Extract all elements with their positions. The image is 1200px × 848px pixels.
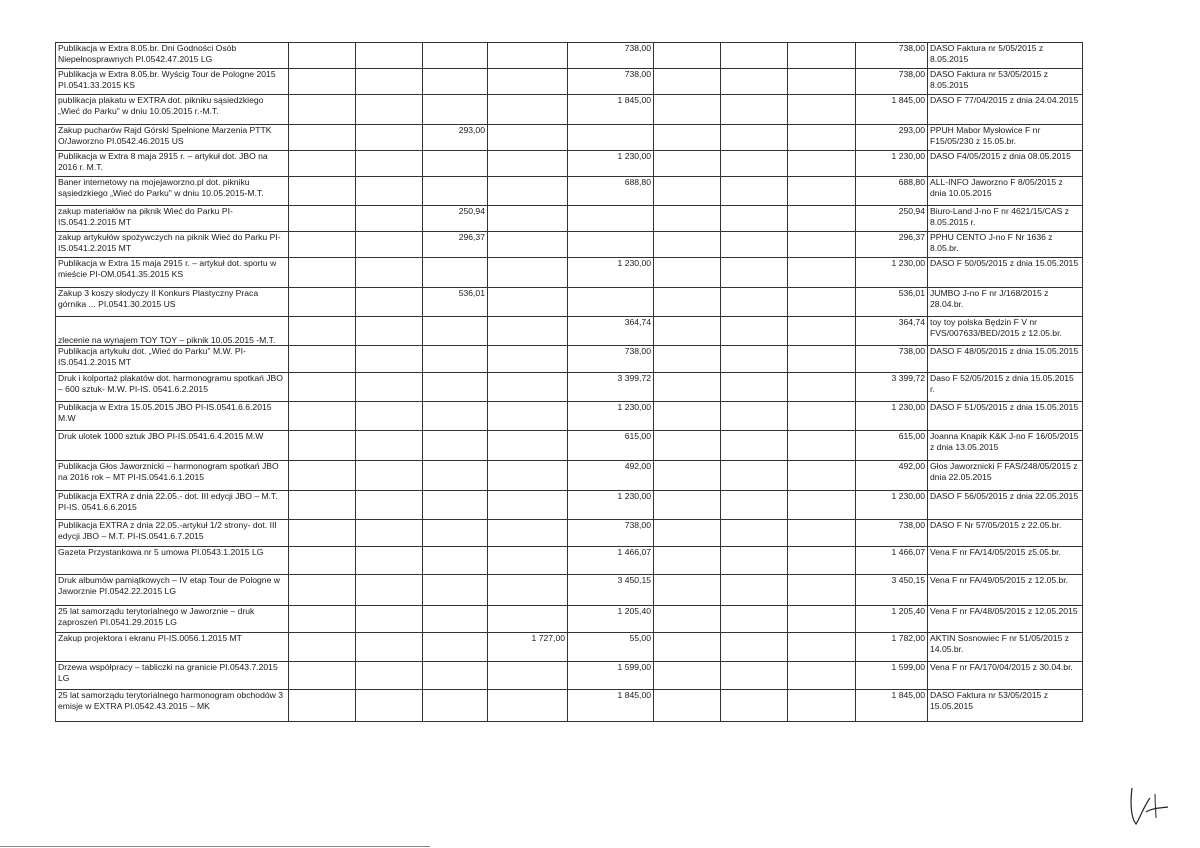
cell-amount-col3 bbox=[423, 520, 488, 547]
expense-sheet bbox=[55, 42, 1083, 722]
cell-empty bbox=[356, 125, 423, 151]
cell-amount-col5 bbox=[568, 206, 654, 232]
cell-empty bbox=[356, 346, 423, 373]
cell-empty bbox=[356, 690, 423, 722]
cell-empty bbox=[788, 662, 856, 690]
row-description: zakup artykułów spożywczych na piknik Wieć do Parku PI-IS.0541.2.2015 MT bbox=[56, 232, 289, 258]
row-description: Publikacja Głos Jaworznicki – harmonogram spotkań JBO na 2016 rok – MT PI-IS.0541.6.1.2015 bbox=[56, 461, 289, 491]
cell-total: 536,01 bbox=[856, 288, 928, 317]
row-invoice: Vena F nr FA/49/05/2015 z 12.05.br. bbox=[928, 575, 1083, 606]
cell-total: 738,00 bbox=[856, 346, 928, 373]
cell-empty bbox=[356, 575, 423, 606]
cell-empty bbox=[356, 69, 423, 95]
cell-total: 1 466,07 bbox=[856, 547, 928, 575]
cell-empty bbox=[654, 690, 721, 722]
cell-empty bbox=[788, 575, 856, 606]
footer-scan-line bbox=[0, 846, 430, 847]
row-description: Baner internetowy na mojejaworzno.pl dot. pikniku sąsiedzkiego „Wieć do Parku" w dniu 10.05.2015-M.T. bbox=[56, 177, 289, 206]
cell-amount-col3 bbox=[423, 95, 488, 125]
cell-total: 738,00 bbox=[856, 69, 928, 95]
row-description: Zakup 3 koszy słodyczy II Konkurs Plastyczny Praca górnika ... PI.0541.30.2015 US bbox=[56, 288, 289, 317]
cell-total: 1 845,00 bbox=[856, 95, 928, 125]
table-row bbox=[56, 69, 1083, 95]
cell-amount-col4 bbox=[488, 461, 568, 491]
cell-empty bbox=[289, 606, 356, 633]
cell-empty bbox=[356, 43, 423, 69]
cell-empty bbox=[654, 662, 721, 690]
row-description: Drzewa współpracy – tabliczki na granicie PI.0543.7.2015 LG bbox=[56, 662, 289, 690]
cell-amount-col5: 1 230,00 bbox=[568, 402, 654, 431]
cell-empty bbox=[356, 177, 423, 206]
cell-empty bbox=[721, 206, 788, 232]
cell-amount-col3 bbox=[423, 317, 488, 346]
table-row bbox=[56, 547, 1083, 575]
cell-empty bbox=[356, 206, 423, 232]
cell-amount-col5: 615,00 bbox=[568, 431, 654, 461]
cell-empty bbox=[721, 232, 788, 258]
cell-total: 293,00 bbox=[856, 125, 928, 151]
cell-empty bbox=[356, 373, 423, 402]
cell-empty bbox=[721, 547, 788, 575]
cell-empty bbox=[788, 431, 856, 461]
cell-empty bbox=[788, 206, 856, 232]
row-description: Druk i kolportaż plakatów dot. harmonogramu spotkań JBO – 600 sztuk- M.W. PI-IS. 0541.6.2.2015 bbox=[56, 373, 289, 402]
cell-empty bbox=[721, 346, 788, 373]
table-row bbox=[56, 662, 1083, 690]
row-invoice: Joanna Knapik K&K J-no F 16/05/2015 z dnia 13.05.2015 bbox=[928, 431, 1083, 461]
cell-total: 1 782,00 bbox=[856, 633, 928, 662]
cell-total: 3 450,15 bbox=[856, 575, 928, 606]
cell-amount-col5: 1 230,00 bbox=[568, 258, 654, 288]
row-invoice: ALL-INFO Jaworzno F 8/05/2015 z dnia 10.05.2015 bbox=[928, 177, 1083, 206]
cell-empty bbox=[788, 43, 856, 69]
cell-amount-col4 bbox=[488, 258, 568, 288]
cell-amount-col3: 536,01 bbox=[423, 288, 488, 317]
cell-empty bbox=[654, 125, 721, 151]
cell-empty bbox=[788, 633, 856, 662]
cell-empty bbox=[356, 606, 423, 633]
cell-amount-col3 bbox=[423, 258, 488, 288]
cell-amount-col5: 3 450,15 bbox=[568, 575, 654, 606]
cell-empty bbox=[356, 662, 423, 690]
cell-amount-col4 bbox=[488, 346, 568, 373]
cell-empty bbox=[721, 606, 788, 633]
row-description: publikacja plakatu w EXTRA dot. pikniku sąsiedzkiego „Wieć do Parku" w dniu 10.05.2015 r.-M.T. bbox=[56, 95, 289, 125]
cell-amount-col4 bbox=[488, 288, 568, 317]
cell-empty bbox=[654, 346, 721, 373]
cell-amount-col3 bbox=[423, 690, 488, 722]
cell-amount-col5 bbox=[568, 125, 654, 151]
cell-amount-col4 bbox=[488, 232, 568, 258]
table-row bbox=[56, 95, 1083, 125]
table-row bbox=[56, 151, 1083, 177]
cell-empty bbox=[721, 491, 788, 520]
row-invoice: DASO Faktura nr 53/05/2015 z 8.05.2015 bbox=[928, 69, 1083, 95]
row-description: Publikacja w Extra 8.05.br. Dni Godności Osób Niepełnosprawnych PI.0542.47.2015 LG bbox=[56, 43, 289, 69]
row-invoice: Głos Jaworznicki F FAS/248/05/2015 z dnia 22.05.2015 bbox=[928, 461, 1083, 491]
cell-empty bbox=[721, 373, 788, 402]
cell-amount-col4 bbox=[488, 95, 568, 125]
row-invoice: DASO F4/05/2015 z dnia 08.05.2015 bbox=[928, 151, 1083, 177]
cell-total: 615,00 bbox=[856, 431, 928, 461]
row-description: Zakup projektora i ekranu PI-IS.0056.1.2015 MT bbox=[56, 633, 289, 662]
cell-amount-col4 bbox=[488, 402, 568, 431]
cell-empty bbox=[788, 258, 856, 288]
cell-empty bbox=[289, 125, 356, 151]
cell-amount-col3 bbox=[423, 177, 488, 206]
cell-empty bbox=[788, 288, 856, 317]
table-row bbox=[56, 317, 1083, 346]
table-row bbox=[56, 690, 1083, 722]
cell-amount-col3 bbox=[423, 373, 488, 402]
row-description: 25 lat samorządu terytorialnego harmonogram obchodów 3 emisje w EXTRA PI.0542.43.2015 – MK bbox=[56, 690, 289, 722]
cell-total: 364,74 bbox=[856, 317, 928, 346]
cell-total: 1 205,40 bbox=[856, 606, 928, 633]
cell-empty bbox=[289, 206, 356, 232]
cell-empty bbox=[721, 151, 788, 177]
row-description: Publikacja w Extra 15 maja 2915 r. – artykuł dot. sportu w mieście PI-OM.0541.35.2015 KS bbox=[56, 258, 289, 288]
cell-empty bbox=[356, 258, 423, 288]
table-row bbox=[56, 520, 1083, 547]
row-description: Druk albumów pamiątkowych – IV etap Tour de Pologne w Jaworznie PI.0542.22.2015 LG bbox=[56, 575, 289, 606]
cell-empty bbox=[289, 177, 356, 206]
cell-empty bbox=[721, 520, 788, 547]
cell-empty bbox=[289, 288, 356, 317]
cell-empty bbox=[788, 690, 856, 722]
table-row bbox=[56, 258, 1083, 288]
cell-amount-col5: 1 205,40 bbox=[568, 606, 654, 633]
cell-empty bbox=[721, 69, 788, 95]
cell-empty bbox=[721, 690, 788, 722]
cell-amount-col4 bbox=[488, 317, 568, 346]
cell-amount-col5: 1 466,07 bbox=[568, 547, 654, 575]
cell-total: 1 230,00 bbox=[856, 151, 928, 177]
cell-empty bbox=[721, 125, 788, 151]
cell-empty bbox=[654, 43, 721, 69]
cell-amount-col3 bbox=[423, 547, 488, 575]
cell-amount-col3 bbox=[423, 69, 488, 95]
table-row bbox=[56, 373, 1083, 402]
cell-empty bbox=[654, 373, 721, 402]
cell-empty bbox=[788, 373, 856, 402]
cell-empty bbox=[654, 547, 721, 575]
cell-total: 492,00 bbox=[856, 461, 928, 491]
cell-empty bbox=[289, 547, 356, 575]
cell-amount-col4 bbox=[488, 520, 568, 547]
cell-empty bbox=[289, 491, 356, 520]
row-invoice: DASO F Nr 57/05/2015 z 22.05.br. bbox=[928, 520, 1083, 547]
cell-empty bbox=[289, 520, 356, 547]
cell-amount-col4 bbox=[488, 491, 568, 520]
cell-empty bbox=[721, 177, 788, 206]
cell-amount-col5: 738,00 bbox=[568, 43, 654, 69]
cell-empty bbox=[788, 232, 856, 258]
cell-amount-col4 bbox=[488, 43, 568, 69]
cell-empty bbox=[788, 177, 856, 206]
cell-amount-col5: 1 230,00 bbox=[568, 151, 654, 177]
cell-empty bbox=[721, 575, 788, 606]
cell-empty bbox=[654, 606, 721, 633]
cell-total: 1 845,00 bbox=[856, 690, 928, 722]
table-row bbox=[56, 606, 1083, 633]
cell-empty bbox=[788, 402, 856, 431]
cell-empty bbox=[289, 633, 356, 662]
cell-empty bbox=[654, 520, 721, 547]
table-row bbox=[56, 206, 1083, 232]
cell-empty bbox=[721, 431, 788, 461]
cell-amount-col3 bbox=[423, 575, 488, 606]
cell-empty bbox=[356, 232, 423, 258]
cell-empty bbox=[289, 43, 356, 69]
cell-amount-col5: 738,00 bbox=[568, 69, 654, 95]
cell-total: 688,80 bbox=[856, 177, 928, 206]
cell-amount-col4 bbox=[488, 151, 568, 177]
cell-empty bbox=[721, 662, 788, 690]
cell-empty bbox=[721, 288, 788, 317]
cell-empty bbox=[289, 151, 356, 177]
cell-empty bbox=[654, 206, 721, 232]
cell-empty bbox=[356, 431, 423, 461]
table-row bbox=[56, 575, 1083, 606]
row-description: Publikacja w Extra 15.05.2015 JBO PI-IS.0541.6.6.2015 M.W bbox=[56, 402, 289, 431]
cell-amount-col4 bbox=[488, 547, 568, 575]
row-invoice: Vena F nr FA/14/05/2015 z5.05.br. bbox=[928, 547, 1083, 575]
row-invoice: DASO Faktura nr 53/05/2015 z 15.05.2015 bbox=[928, 690, 1083, 722]
cell-empty bbox=[356, 491, 423, 520]
row-invoice: DASO F 50/05/2015 z dnia 15.05.2015 bbox=[928, 258, 1083, 288]
cell-empty bbox=[289, 258, 356, 288]
cell-empty bbox=[654, 151, 721, 177]
cell-empty bbox=[289, 346, 356, 373]
cell-total: 1 599,00 bbox=[856, 662, 928, 690]
row-invoice: AKTIN Sosnowiec F nr 51/05/2015 z 14.05.br. bbox=[928, 633, 1083, 662]
row-description: Publikacja artykułu dot. „Wieć do Parku" M.W. PI-IS.0541.2.2015 MT bbox=[56, 346, 289, 373]
cell-empty bbox=[788, 346, 856, 373]
cell-empty bbox=[654, 177, 721, 206]
cell-empty bbox=[289, 690, 356, 722]
cell-empty bbox=[289, 69, 356, 95]
cell-empty bbox=[356, 461, 423, 491]
cell-empty bbox=[788, 69, 856, 95]
cell-empty bbox=[721, 95, 788, 125]
row-invoice: DASO F 77/04/2015 z dnia 24.04.2015 bbox=[928, 95, 1083, 125]
cell-empty bbox=[289, 662, 356, 690]
cell-amount-col5: 492,00 bbox=[568, 461, 654, 491]
cell-amount-col5: 1 599,00 bbox=[568, 662, 654, 690]
row-invoice: DASO F 48/05/2015 z dnia 15.05.2015 bbox=[928, 346, 1083, 373]
cell-empty bbox=[356, 288, 423, 317]
cell-amount-col3 bbox=[423, 606, 488, 633]
signature-mark bbox=[1122, 778, 1172, 828]
row-invoice: PPUH Mabor Mysłowice F nr F15/05/230 z 15.05.br. bbox=[928, 125, 1083, 151]
cell-empty bbox=[654, 633, 721, 662]
table-row bbox=[56, 431, 1083, 461]
table-row bbox=[56, 346, 1083, 373]
row-description: Gazeta Przystankowa nr 5 umowa PI.0543.1.2015 LG bbox=[56, 547, 289, 575]
row-invoice: Daso F 52/05/2015 z dnia 15.05.2015 r. bbox=[928, 373, 1083, 402]
cell-empty bbox=[289, 232, 356, 258]
row-invoice: Biuro-Land J-no F nr 4621/15/CAS z 8.05.2015 r. bbox=[928, 206, 1083, 232]
cell-empty bbox=[356, 520, 423, 547]
cell-amount-col4 bbox=[488, 177, 568, 206]
cell-empty bbox=[289, 461, 356, 491]
cell-empty bbox=[289, 317, 356, 346]
table-row bbox=[56, 633, 1083, 662]
cell-total: 1 230,00 bbox=[856, 491, 928, 520]
cell-amount-col3 bbox=[423, 431, 488, 461]
cell-empty bbox=[721, 461, 788, 491]
row-description: zakup materiałów na piknik Wieć do Parku PI-IS.0541.2.2015 MT bbox=[56, 206, 289, 232]
row-description: Publikacja w Extra 8 maja 2915 r. – artykuł dot. JBO na 2016 r. M.T. bbox=[56, 151, 289, 177]
row-invoice: DASO Faktura nr 5/05/2015 z 8.05.2015 bbox=[928, 43, 1083, 69]
cell-empty bbox=[788, 151, 856, 177]
cell-amount-col5: 1 845,00 bbox=[568, 690, 654, 722]
cell-total: 3 399,72 bbox=[856, 373, 928, 402]
table-row bbox=[56, 43, 1083, 69]
cell-amount-col5: 55,00 bbox=[568, 633, 654, 662]
cell-empty bbox=[788, 125, 856, 151]
cell-amount-col3 bbox=[423, 346, 488, 373]
cell-empty bbox=[356, 317, 423, 346]
cell-total: 250,94 bbox=[856, 206, 928, 232]
cell-empty bbox=[788, 95, 856, 125]
cell-empty bbox=[654, 461, 721, 491]
cell-empty bbox=[788, 520, 856, 547]
cell-empty bbox=[721, 402, 788, 431]
cell-empty bbox=[356, 633, 423, 662]
cell-empty bbox=[289, 431, 356, 461]
cell-amount-col4 bbox=[488, 431, 568, 461]
cell-amount-col4 bbox=[488, 690, 568, 722]
cell-empty bbox=[721, 317, 788, 346]
row-description: Zakup pucharów Rajd Górski Spełnione Marzenia PTTK O/Jaworzno PI.0542.46.2015 US bbox=[56, 125, 289, 151]
row-description: Publikacja EXTRA z dnia 22.05.-artykuł 1/2 strony- dot. III edycji JBO – M.T. PI-IS.0541.6.7.2015 bbox=[56, 520, 289, 547]
cell-empty bbox=[788, 461, 856, 491]
row-invoice: JUMBO J-no F nr J/168/2015 z 28.04.br. bbox=[928, 288, 1083, 317]
row-invoice: DASO F 51/05/2015 z dnia 15.05.2015 bbox=[928, 402, 1083, 431]
cell-empty bbox=[654, 232, 721, 258]
row-description: Publikacja EXTRA z dnia 22.05.- dot. III edycji JBO – M.T. PI-IS. 0541.6.6.2015 bbox=[56, 491, 289, 520]
cell-empty bbox=[356, 402, 423, 431]
cell-empty bbox=[654, 491, 721, 520]
cell-empty bbox=[289, 575, 356, 606]
cell-amount-col4 bbox=[488, 373, 568, 402]
cell-amount-col3 bbox=[423, 461, 488, 491]
expense-table bbox=[55, 42, 1083, 722]
cell-empty bbox=[654, 258, 721, 288]
cell-amount-col3: 296,37 bbox=[423, 232, 488, 258]
row-description: 25 lat samorządu terytorialnego w Jaworznie – druk zaproszeń PI.0541.29.2015 LG bbox=[56, 606, 289, 633]
cell-total: 296,37 bbox=[856, 232, 928, 258]
cell-amount-col5: 1 845,00 bbox=[568, 95, 654, 125]
cell-amount-col5: 1 230,00 bbox=[568, 491, 654, 520]
cell-empty bbox=[654, 402, 721, 431]
cell-amount-col3 bbox=[423, 402, 488, 431]
cell-amount-col3 bbox=[423, 491, 488, 520]
cell-total: 1 230,00 bbox=[856, 258, 928, 288]
cell-empty bbox=[289, 373, 356, 402]
row-invoice: Vena F nr FA/170/04/2015 z 30.04.br. bbox=[928, 662, 1083, 690]
table-row bbox=[56, 232, 1083, 258]
cell-amount-col4 bbox=[488, 662, 568, 690]
cell-empty bbox=[654, 431, 721, 461]
cell-empty bbox=[654, 95, 721, 125]
cell-total: 1 230,00 bbox=[856, 402, 928, 431]
row-invoice: DASO F 56/05/2015 z dnia 22.05.2015 bbox=[928, 491, 1083, 520]
cell-empty bbox=[788, 317, 856, 346]
cell-empty bbox=[654, 288, 721, 317]
row-invoice: toy toy polska Będzin F V nr FVS/007633/BED/2015 z 12.05.br. bbox=[928, 317, 1083, 346]
table-row bbox=[56, 491, 1083, 520]
cell-empty bbox=[654, 575, 721, 606]
table-row bbox=[56, 288, 1083, 317]
cell-empty bbox=[721, 258, 788, 288]
cell-empty bbox=[721, 633, 788, 662]
cell-empty bbox=[788, 491, 856, 520]
table-row bbox=[56, 177, 1083, 206]
cell-amount-col4 bbox=[488, 575, 568, 606]
row-description: Druk ulotek 1000 sztuk JBO PI-IS.0541.6.4.2015 M.W bbox=[56, 431, 289, 461]
cell-empty bbox=[356, 547, 423, 575]
cell-empty bbox=[289, 95, 356, 125]
cell-amount-col3 bbox=[423, 43, 488, 69]
cell-total: 738,00 bbox=[856, 520, 928, 547]
cell-empty bbox=[654, 317, 721, 346]
cell-amount-col4 bbox=[488, 206, 568, 232]
cell-amount-col3 bbox=[423, 633, 488, 662]
table-row bbox=[56, 461, 1083, 491]
table-row bbox=[56, 125, 1083, 151]
row-description: zlecenie na wynajem TOY TOY – piknik 10.05.2015 -M.T. bbox=[56, 317, 289, 346]
cell-amount-col5: 738,00 bbox=[568, 520, 654, 547]
row-invoice: PPHU CENTO J-no F Nr 1636 z 8.05.br. bbox=[928, 232, 1083, 258]
cell-amount-col5 bbox=[568, 232, 654, 258]
cell-amount-col4 bbox=[488, 125, 568, 151]
cell-amount-col5: 3 399,72 bbox=[568, 373, 654, 402]
cell-empty bbox=[654, 69, 721, 95]
cell-empty bbox=[289, 402, 356, 431]
cell-empty bbox=[788, 606, 856, 633]
cell-amount-col5: 364,74 bbox=[568, 317, 654, 346]
row-invoice: Vena F nr FA/48/05/2015 z 12.05.2015 bbox=[928, 606, 1083, 633]
table-row bbox=[56, 402, 1083, 431]
cell-empty bbox=[788, 547, 856, 575]
cell-amount-col3: 250,94 bbox=[423, 206, 488, 232]
cell-empty bbox=[356, 151, 423, 177]
cell-amount-col4: 1 727,00 bbox=[488, 633, 568, 662]
cell-total: 738,00 bbox=[856, 43, 928, 69]
cell-amount-col5: 688,80 bbox=[568, 177, 654, 206]
cell-amount-col5 bbox=[568, 288, 654, 317]
cell-amount-col3 bbox=[423, 151, 488, 177]
cell-amount-col4 bbox=[488, 606, 568, 633]
cell-amount-col4 bbox=[488, 69, 568, 95]
cell-amount-col3 bbox=[423, 662, 488, 690]
cell-empty bbox=[721, 43, 788, 69]
row-description: Publikacja w Extra 8.05.br. Wyścig Tour de Pologne 2015 PI.0541.33.2015 KS bbox=[56, 69, 289, 95]
cell-amount-col5: 738,00 bbox=[568, 346, 654, 373]
cell-empty bbox=[356, 95, 423, 125]
cell-amount-col3: 293,00 bbox=[423, 125, 488, 151]
